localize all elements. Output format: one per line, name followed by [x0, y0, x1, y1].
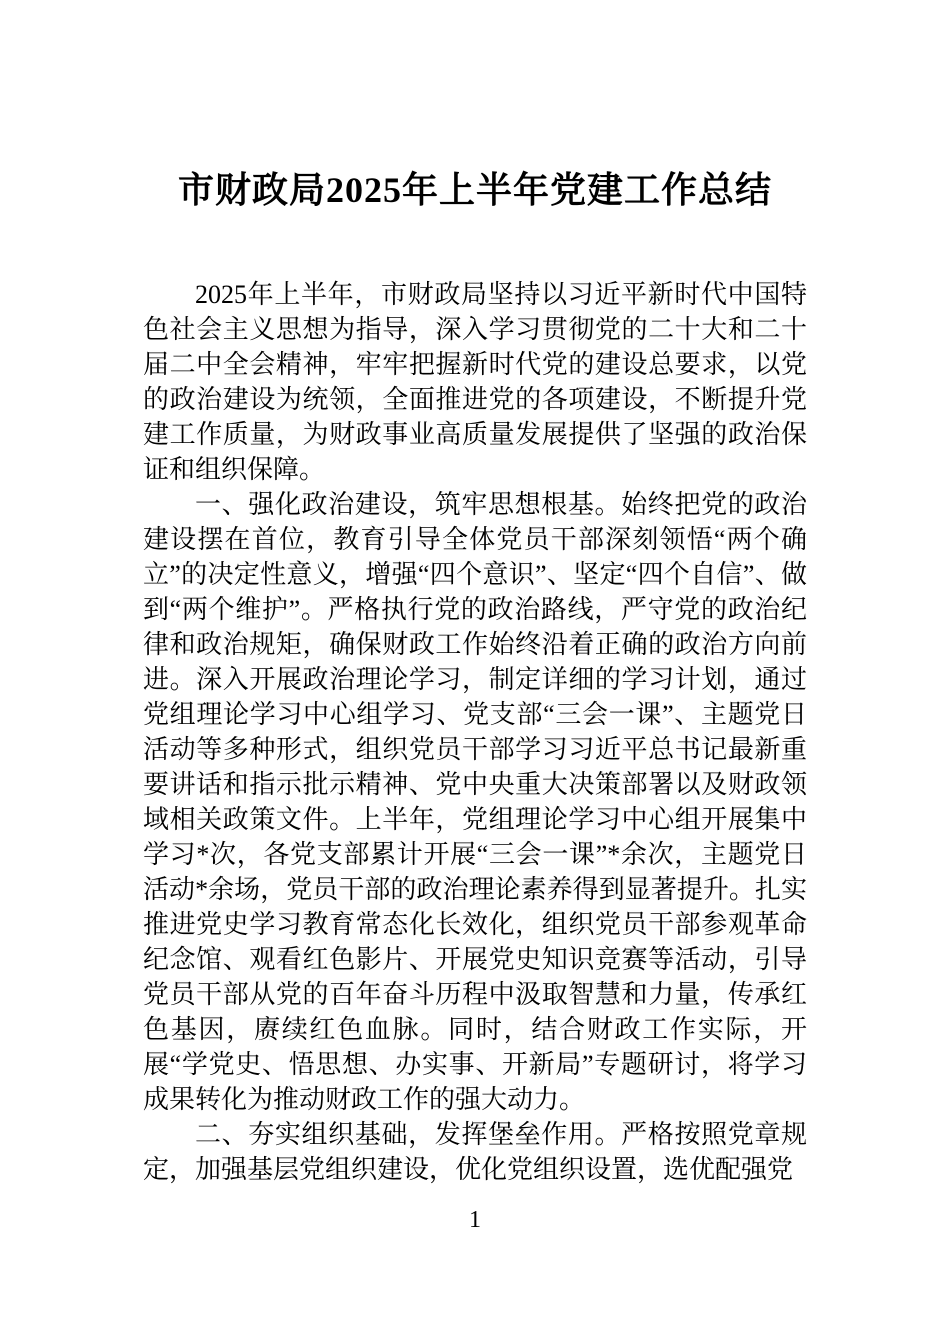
paragraph: 二、夯实组织基础，发挥堡垒作用。严格按照党章规定，加强基层党组织建设，优化党组织设置，选优配强党	[143, 1120, 807, 1185]
paragraph: 一、强化政治建设，筑牢思想根基。始终把党的政治建设摆在首位，教育引导全体党员干部深刻领悟“两个确立”的决定性意义，增强“四个意识”、坚定“四个自信”、做到“两个维护”。严格执行党的政治路线，严守党的政治纪律和政治规矩，确保财政工作始终沿着正确的政治方向前进。深入开展政治理论学习，制定详细的学习计划，通过党组理论学习中心组学习、党支部“三会一课”、主题党日活动等多种形式，组织党员干部学习习近平总书记最新重要讲话和指示批示精神、党中央重大决策部署以及财政领域相关政策文件。上半年，党组理论学习中心组开展集中学习*次，各党支部累计开展“三会一课”*余次，主题党日活动*余场，党员干部的政治理论素养得到显著提升。扎实推进党史学习教育常态化长效化，组织党员干部参观革命纪念馆、观看红色影片、开展党史知识竞赛等活动，引导党员干部从党的百年奋斗历程中汲取智慧和力量，传承红色基因，赓续红色血脉。同时，结合财政工作实际，开展“学党史、悟思想、办实事、开新局”专题研讨，将学习成果转化为推动财政工作的强大动力。	[143, 490, 807, 1115]
paragraph: 2025年上半年，市财政局坚持以习近平新时代中国特色社会主义思想为指导，深入学习贯彻党的二十大和二十届二中全会精神，牢牢把握新时代党的建设总要求，以党的政治建设为统领，全面推进党的各项建设，不断提升党建工作质量，为财政事业高质量发展提供了坚强的政治保证和组织保障。	[143, 280, 807, 485]
page-number: 1	[469, 1207, 481, 1233]
document-body	[143, 277, 807, 1187]
document-title: 市财政局2025年上半年党建工作总结	[177, 170, 772, 210]
